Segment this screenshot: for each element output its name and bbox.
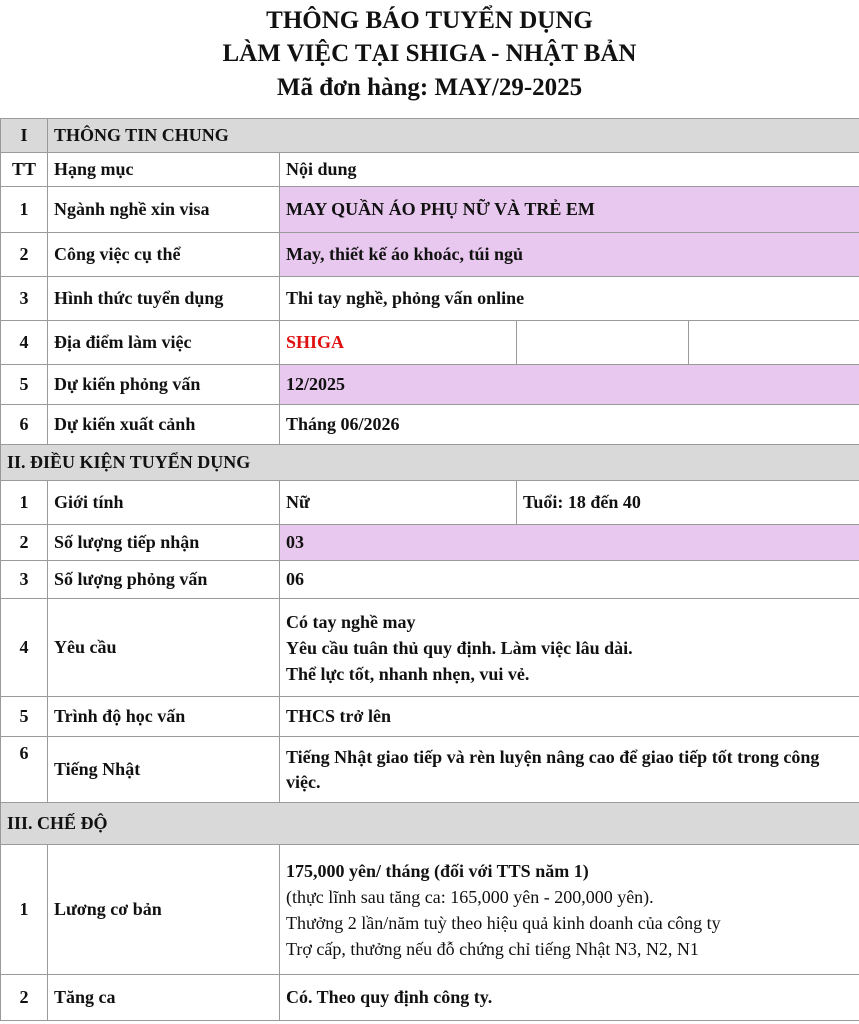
table-row: 2 Công việc cụ thể May, thiết kế áo khoác, túi ngủ — [1, 233, 859, 277]
table-row: 4 Địa điểm làm việc SHIGA — [1, 321, 859, 365]
table-row: 3 Số lượng phỏng vấn 06 — [1, 561, 859, 599]
section-benefits-title: III. CHẾ ĐỘ — [1, 803, 859, 845]
notice-header — [0, 0, 859, 118]
table-row: 6 Dự kiến xuất cảnh Tháng 06/2026 — [1, 405, 859, 445]
section-benefits-header — [1, 803, 859, 845]
col-item: Hạng mục — [48, 153, 280, 187]
section-general-header: I THÔNG TIN CHUNG — [1, 119, 859, 153]
table-row: 2 Tăng ca Có. Theo quy định công ty. — [1, 975, 859, 1021]
col-content: Nội dung — [280, 153, 859, 187]
table-row: 6 Tiếng Nhật Tiếng Nhật giao tiếp và rèn luyện nâng cao để giao tiếp tốt trong công việc. — [1, 737, 859, 803]
col-tt: TT — [1, 153, 48, 187]
table-row: 3 Hình thức tuyển dụng Thi tay nghề, phỏng vấn online — [1, 277, 859, 321]
table-row: 4 Yêu cầu Có tay nghề may Yêu cầu tuân thủ quy định. Làm việc lâu dài. Thể lực tốt, nhanh nhẹn, vui vẻ. — [1, 599, 859, 697]
section-general-title: THÔNG TIN CHUNG — [48, 119, 859, 153]
table-row: 2 Số lượng tiếp nhận 03 — [1, 525, 859, 561]
age-range: Tuổi: 18 đến 40 — [517, 481, 859, 525]
notice-title: THÔNG BÁO TUYỂN DỤNG — [266, 7, 593, 34]
base-salary: 175,000 yên/ tháng (đối với TTS năm 1) — [286, 860, 589, 881]
order-code: Mã đơn hàng: MAY/29-2025 — [276, 74, 583, 101]
section-requirements-header — [1, 445, 859, 481]
table-row: 5 Trình độ học vấn THCS trở lên — [1, 697, 859, 737]
table-row: 5 Dự kiến phỏng vấn 12/2025 — [1, 365, 859, 405]
table-row: 1 Ngành nghề xin visa MAY QUẦN ÁO PHỤ NỮ VÀ TRẺ EM — [1, 187, 859, 233]
table-row: 1 Giới tính Nữ Tuổi: 18 đến 40 — [1, 481, 859, 525]
recruitment-table — [0, 118, 859, 1021]
table-row: 1 Lương cơ bản 175,000 yên/ tháng (đối với TTS năm 1) (thực lĩnh sau tăng ca: 165,000 yên - 200,000 yên). Thưởng 2 lần/năm tuỳ theo hiệu quả kinh doanh của công ty Trợ cấp, thưởng nếu đỗ chứng chỉ tiếng Nhật N3, N2, N1 — [1, 845, 859, 975]
section-requirements-title: II. ĐIỀU KIỆN TUYỂN DỤNG — [1, 445, 859, 481]
notice-subtitle: LÀM VIỆC TẠI SHIGA - NHẬT BẢN — [222, 40, 637, 67]
work-location-value: SHIGA — [280, 321, 517, 365]
column-header-row — [1, 153, 859, 187]
